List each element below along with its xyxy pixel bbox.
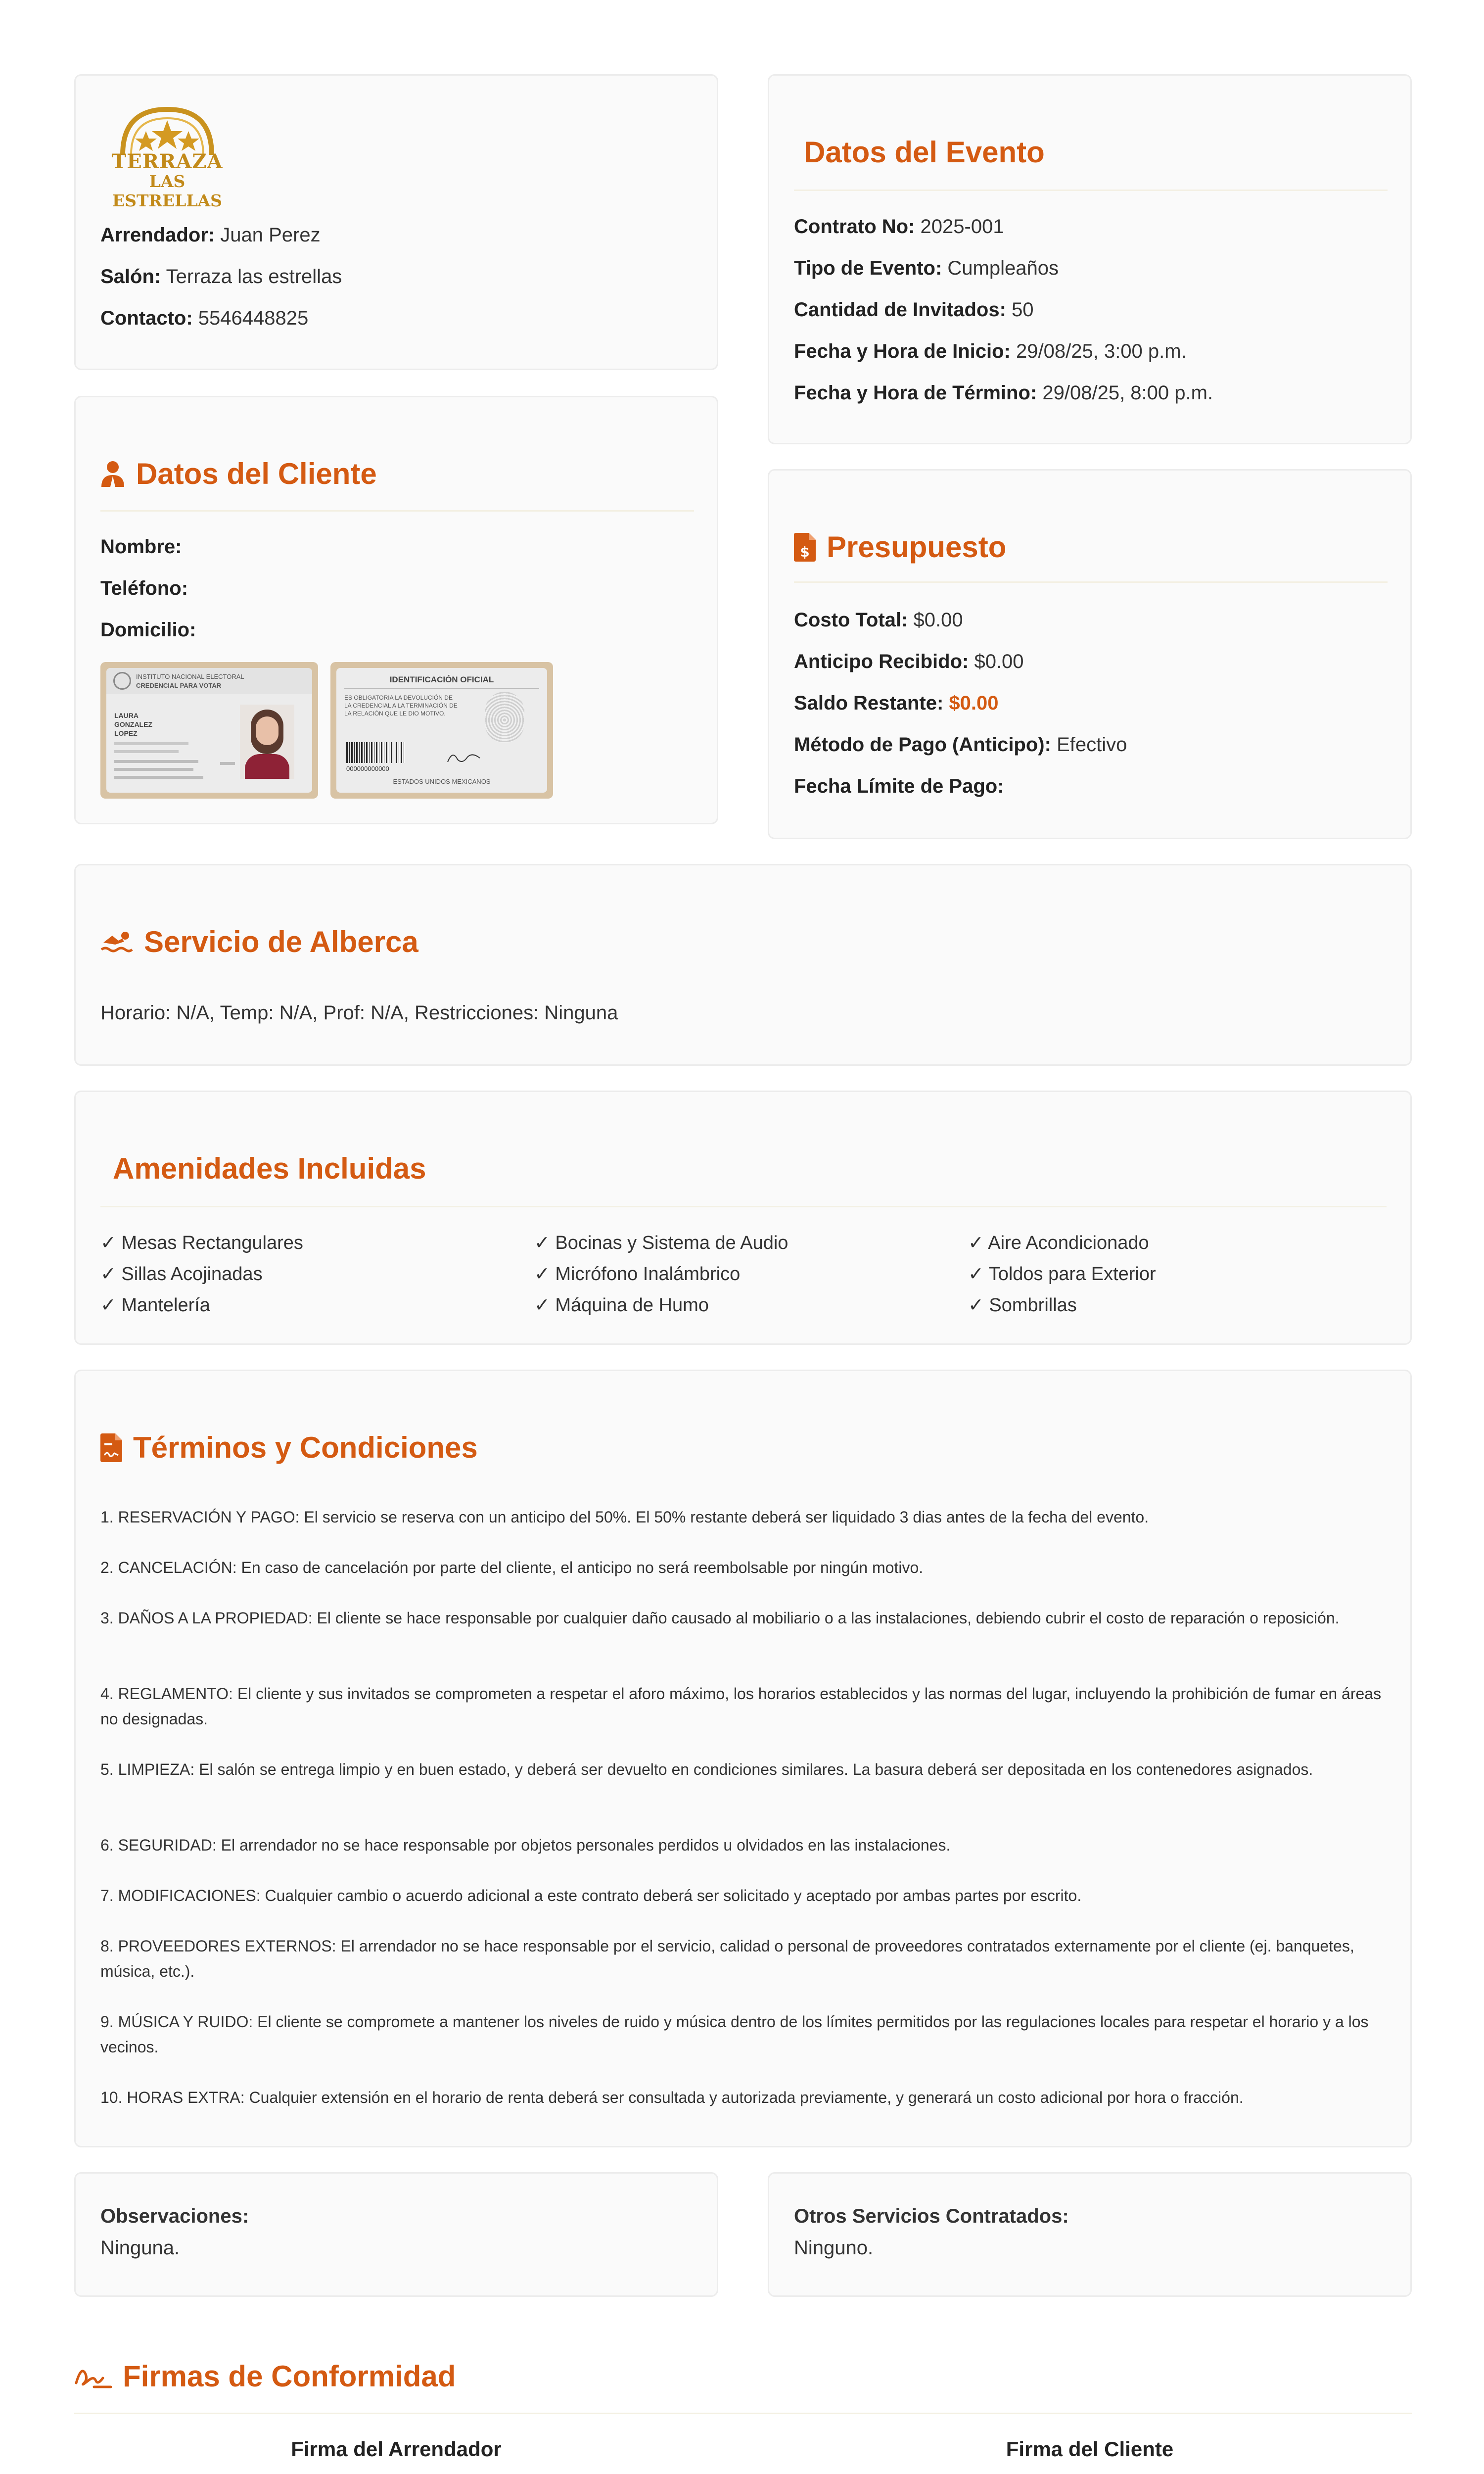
guests-label: Cantidad de Invitados:: [794, 299, 1006, 321]
client-address-label: Domicilio:: [100, 619, 196, 641]
venue-logo: [100, 100, 234, 210]
amenity-item: ✓ Sillas Acojinadas: [100, 1264, 263, 1285]
contact-row: [100, 307, 308, 330]
method-row: [794, 734, 1127, 756]
signature-icon: [74, 2363, 112, 2390]
terms-title: [100, 1430, 478, 1465]
id-back-title: IDENTIFICACIÓN OFICIAL: [389, 675, 494, 684]
total-label: Costo Total:: [794, 609, 908, 631]
logo-line-2: LAS ESTRELLAS: [112, 172, 222, 210]
client-card: [74, 396, 718, 824]
client-title: [100, 457, 377, 491]
amenity-item: ✓ Máquina de Humo: [534, 1295, 709, 1316]
term-item: 7. MODIFICACIONES: Cualquier cambio o acuerdo adicional a este contrato deberá ser solicitado y aceptado por ambas partes por escrito.: [100, 1887, 1082, 1904]
id-front-name1: LAURA: [114, 712, 139, 719]
id-back-number: 000000000000: [346, 765, 389, 772]
fingerprint-icon: [485, 692, 524, 743]
id-front-line2: CREDENCIAL PARA VOTAR: [136, 682, 222, 689]
id-seal-icon: [113, 672, 131, 690]
id-card-front[interactable]: [100, 662, 318, 799]
balance-value: $0.00: [949, 692, 999, 714]
advance-value: $0.00: [974, 651, 1024, 672]
client-signature-title: Firma del Cliente: [1006, 2437, 1174, 2461]
start-value: 29/08/25, 3:00 p.m.: [1016, 340, 1187, 362]
lessor-signature-title: Firma del Arrendador: [291, 2437, 502, 2461]
term-item: 8. PROVEEDORES EXTERNOS: El arrendador no se hace responsable por el servicio, calidad o personal de proveedores contratados externamente por el cliente (ej. banquetes, música, etc.).: [100, 1937, 1354, 1980]
client-phone-label: Teléfono:: [100, 577, 188, 599]
id-front-name2: GONZALEZ: [114, 720, 152, 728]
term-item: 1. RESERVACIÓN Y PAGO: El servicio se reserva con un anticipo del 50%. El 50% restante deberá ser liquidado 3 dias antes de la fecha del evento.: [100, 1508, 1149, 1526]
deadline-row: [794, 775, 1004, 798]
id-front-line1: INSTITUTO NACIONAL ELECTORAL: [136, 673, 244, 680]
amenity-item: ✓ Sombrillas: [968, 1295, 1077, 1316]
start-label: Fecha y Hora de Inicio:: [794, 340, 1011, 362]
lessor-row: [100, 224, 321, 246]
logo-line-1: TERRAZA: [111, 150, 223, 173]
term-item: 2. CANCELACIÓN: En caso de cancelación por parte del cliente, el anticipo no será reembolsable por ningún motivo.: [100, 1559, 924, 1576]
amenities-title: [113, 1151, 426, 1186]
venue-row: [100, 266, 342, 288]
signatures-title: [74, 2359, 456, 2393]
budget-title-rule: [794, 581, 1388, 583]
terms-title-text: Términos y Condiciones: [133, 1431, 478, 1464]
pool-card: [74, 864, 1412, 1066]
deadline-label: Fecha Límite de Pago:: [794, 775, 1004, 797]
observations-label: Observaciones:: [100, 2205, 249, 2227]
start-row: [794, 340, 1187, 363]
contact-label: Contacto:: [100, 307, 193, 329]
guests-value: 50: [1012, 299, 1034, 321]
amenity-item: ✓ Mesas Rectangulares: [100, 1233, 303, 1253]
contract-value: 2025-001: [920, 216, 1004, 238]
contract-file-icon: [100, 1433, 122, 1462]
svg-text:$: $: [800, 543, 810, 560]
guests-row: [794, 299, 1034, 321]
event-type-value: Cumpleaños: [947, 257, 1059, 279]
event-type-row: [794, 257, 1059, 280]
id-front-name3: LOPEZ: [114, 729, 138, 737]
venue-label: Salón:: [100, 266, 161, 287]
lessor-label: Arrendador:: [100, 224, 215, 246]
id-photo: [240, 705, 294, 779]
term-item: 6. SEGURIDAD: El arrendador no se hace responsable por objetos personales perdidos u olvidados en las instalaciones.: [100, 1836, 951, 1854]
venue-value: Terraza las estrellas: [166, 266, 342, 287]
event-title-text: Datos del Evento: [804, 136, 1045, 169]
observations-value: Ninguna.: [100, 2237, 180, 2259]
client-name-row: [100, 536, 182, 558]
client-title-rule: [100, 510, 694, 512]
term-item: 9. MÚSICA Y RUIDO: El cliente se compromete a mantener los niveles de ruido y música dentro de los límites permitidos por las regulaciones locales para respetar el horario y a los vecinos.: [100, 2013, 1369, 2056]
amenities-title-text: Amenidades Incluidas: [113, 1152, 426, 1185]
amenities-title-rule: [100, 1206, 1387, 1207]
terms-card: [74, 1370, 1412, 2147]
amenity-item: ✓ Toldos para Exterior: [968, 1264, 1156, 1285]
signatures-title-rule: [74, 2413, 1412, 2414]
term-item: 5. LIMPIEZA: El salón se entrega limpio y en buen estado, y deberá ser devuelto en condiciones similares. La basura deberá ser depositada en los contenedores asignados.: [100, 1760, 1313, 1778]
id-card-back[interactable]: [330, 662, 553, 799]
term-item: 10. HORAS EXTRA: Cualquier extensión en el horario de renta deberá ser consultada y autorizada previamente, y generará un costo adicional por hora o fracción.: [100, 2089, 1244, 2106]
other-services-label: Otros Servicios Contratados:: [794, 2205, 1069, 2227]
pool-title-text: Servicio de Alberca: [144, 925, 418, 958]
amenity-item: ✓ Mantelería: [100, 1295, 210, 1316]
term-item: 4. REGLAMENTO: El cliente y sus invitados se comprometen a respetar el aforo máximo, los horarios establecidos y las normas del lugar, incluyendo la prohibición de fumar en áreas no designadas.: [100, 1685, 1382, 1728]
event-title: [804, 135, 1045, 169]
client-name-label: Nombre:: [100, 536, 182, 558]
total-value: $0.00: [913, 609, 963, 631]
balance-label: Saldo Restante:: [794, 692, 944, 714]
client-phone-row: [100, 577, 188, 600]
term-item: 3. DAÑOS A LA PROPIEDAD: El cliente se hace responsable por cualquier daño causado al mobiliario o a las instalaciones, debiendo cubrir el costo de reparación o reposición.: [100, 1609, 1340, 1627]
barcode-icon: [346, 742, 406, 763]
event-type-label: Tipo de Evento:: [794, 257, 942, 279]
business-card: [74, 74, 718, 370]
lessor-value: Juan Perez: [220, 224, 321, 246]
advance-label: Anticipo Recibido:: [794, 651, 969, 672]
client-address-row: [100, 619, 196, 641]
other-services-value: Ninguno.: [794, 2237, 874, 2259]
contract-label: Contrato No:: [794, 216, 915, 238]
contract-row: [794, 216, 1004, 238]
budget-title-text: Presupuesto: [827, 530, 1007, 564]
end-row: [794, 382, 1213, 404]
invoice-dollar-icon: [794, 533, 816, 562]
id-back-signature: [445, 747, 485, 767]
amenities-card: [74, 1091, 1412, 1345]
client-title-text: Datos del Cliente: [136, 457, 377, 490]
end-label: Fecha y Hora de Término:: [794, 382, 1037, 404]
id-back-text: ES OBLIGATORIA LA DEVOLUCIÓN DE LA CREDENCIAL A LA TERMINACIÓN DE LA RELACIÓN QUE LE DIO MOTIVO.: [344, 694, 458, 717]
method-label: Método de Pago (Anticipo):: [794, 734, 1051, 756]
user-icon: [100, 460, 125, 488]
amenity-item: ✓ Bocinas y Sistema de Audio: [534, 1233, 788, 1253]
swimmer-icon: [100, 930, 133, 954]
other-services-card: [768, 2172, 1412, 2297]
event-card: [768, 74, 1412, 444]
observations-card: [74, 2172, 718, 2297]
pool-title: [100, 925, 418, 959]
end-value: 29/08/25, 8:00 p.m.: [1042, 382, 1213, 404]
pool-details: Horario: N/A, Temp: N/A, Prof: N/A, Restricciones: Ninguna: [100, 1002, 618, 1024]
budget-card: [768, 469, 1412, 839]
budget-title: [794, 530, 1006, 564]
total-row: [794, 609, 963, 631]
amenity-item: ✓ Micrófono Inalámbrico: [534, 1264, 741, 1285]
balance-row: [794, 692, 999, 714]
event-title-rule: [794, 190, 1388, 191]
id-back-footer: ESTADOS UNIDOS MEXICANOS: [393, 778, 491, 785]
amenity-item: ✓ Aire Acondicionado: [968, 1233, 1149, 1253]
contact-value: 5546448825: [198, 307, 309, 329]
signatures-title-text: Firmas de Conformidad: [123, 2360, 456, 2393]
method-value: Efectivo: [1057, 734, 1127, 756]
advance-row: [794, 651, 1024, 673]
